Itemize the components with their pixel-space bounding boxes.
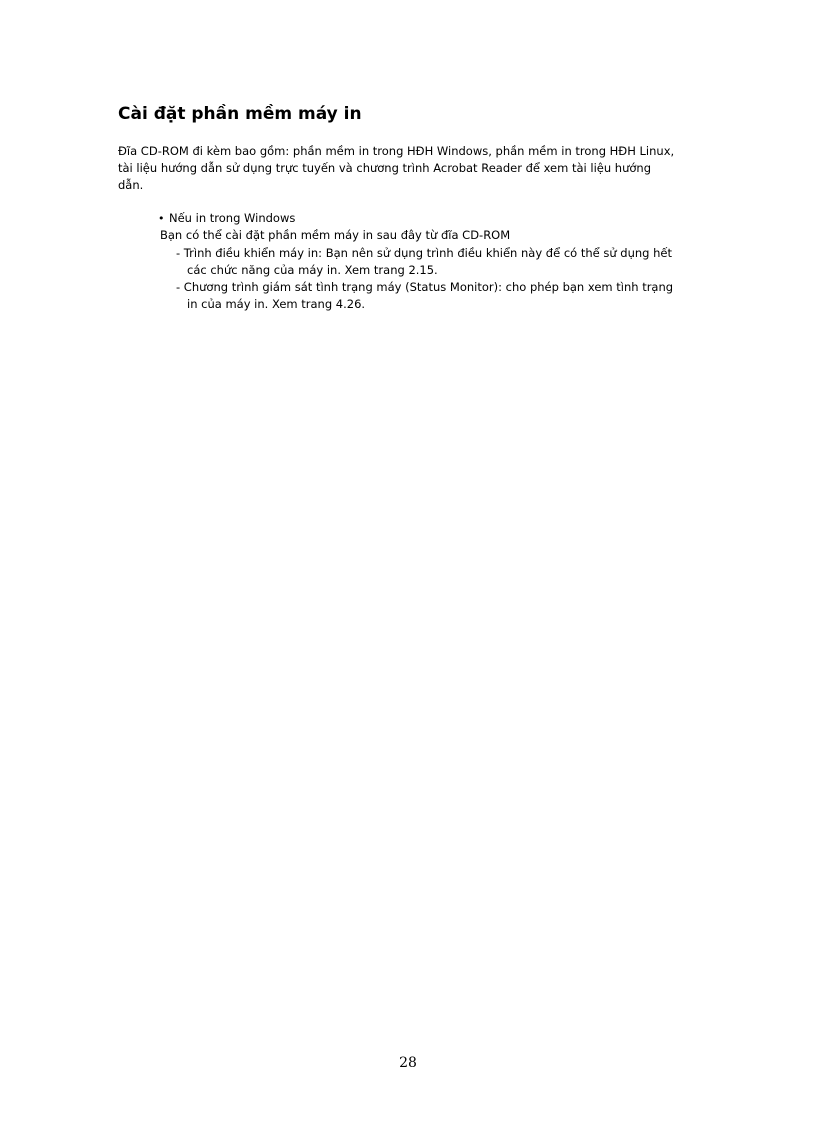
list-item	[176, 279, 673, 313]
list-item-line: - Trình điều khiển máy in: Bạn nên sử dụng trình điều khiển này để có thể sử dụng hết	[176, 246, 673, 260]
intro-line: dẫn.	[118, 178, 144, 192]
list-item-line: các chức năng của máy in. Xem trang 2.15.	[187, 263, 438, 277]
intro-line: tài liệu hướng dẫn sử dụng trực tuyến và chương trình Acrobat Reader để xem tài liệu hướng	[118, 161, 652, 175]
list-item	[176, 245, 672, 279]
bullet-heading-text: Nếu in trong Windows	[169, 211, 296, 225]
bullet-heading	[158, 210, 295, 227]
list-item-line: in của máy in. Xem trang 4.26.	[187, 297, 366, 311]
list-item-line: - Chương trình giám sát tình trạng máy (Status Monitor): cho phép bạn xem tình trạng	[176, 280, 674, 294]
bullet-subheading: Bạn có thể cài đặt phần mềm máy in sau đây từ đĩa CD-ROM	[160, 228, 511, 242]
page-number: 28	[399, 1055, 417, 1071]
section-title: Cài đặt phần mềm máy in	[118, 104, 362, 124]
bullet-icon: •	[158, 212, 165, 225]
intro-line: Đĩa CD-ROM đi kèm bao gồm: phần mềm in trong HĐH Windows, phần mềm in trong HĐH Linux,	[118, 144, 675, 158]
intro-paragraph	[118, 143, 708, 194]
